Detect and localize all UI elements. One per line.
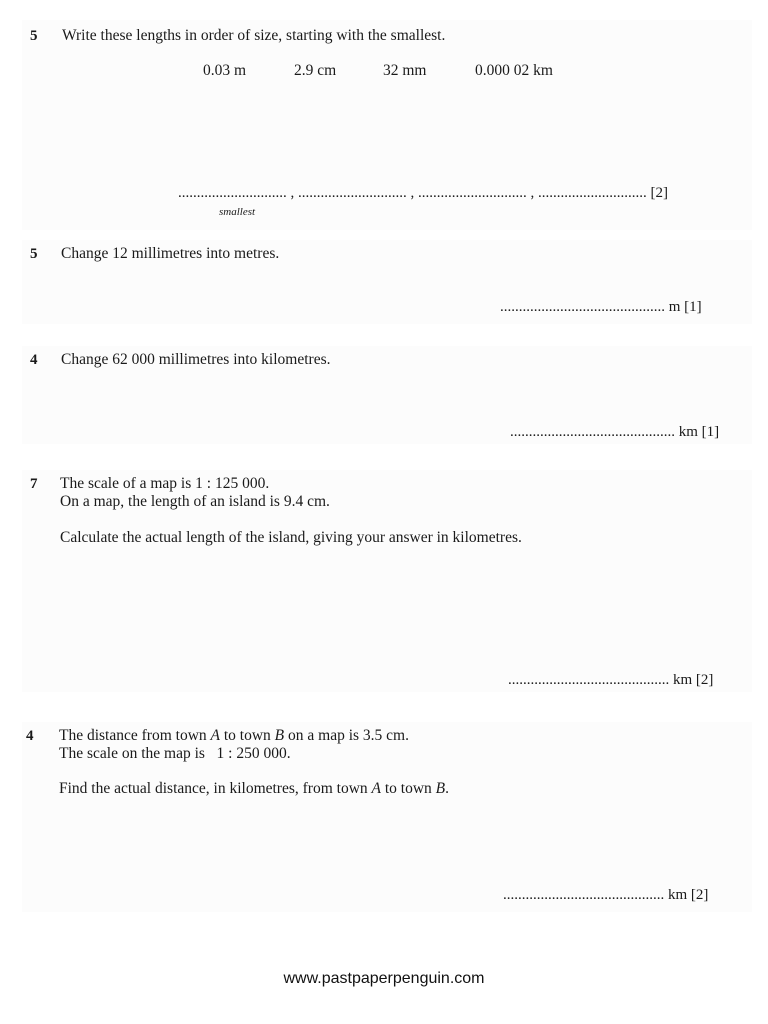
footer-url[interactable]: www.pastpaperpenguin.com bbox=[283, 970, 485, 987]
question-number: 5 bbox=[30, 246, 38, 262]
length-value: 32 mm bbox=[383, 62, 427, 79]
question-text: Change 12 millimetres into metres. bbox=[61, 245, 280, 262]
question-text-part: Find the actual distance, in kilometres, from town A to town B. bbox=[59, 780, 450, 797]
question-text: On a map, the length of an island is 9.4 cm. bbox=[60, 493, 330, 510]
answer-line: ............................. , ............................. , ............................. , ............................. [2] bbox=[178, 185, 668, 201]
answer-line: ............................................ km [1] bbox=[510, 424, 720, 440]
question-number: 7 bbox=[30, 476, 38, 492]
question-text bbox=[59, 780, 449, 798]
answer-line: ........................................... km [2] bbox=[508, 672, 714, 688]
question-text: The scale of a map is 1 : 125 000. bbox=[60, 475, 270, 492]
question-text-part: The distance from town A to town B on a map is 3.5 cm. bbox=[59, 727, 409, 744]
question-number: 4 bbox=[26, 728, 34, 744]
question-number: 5 bbox=[30, 28, 38, 44]
answer-line: ........................................... km [2] bbox=[503, 887, 709, 903]
question-number: 4 bbox=[30, 352, 38, 368]
length-value: 2.9 cm bbox=[294, 62, 337, 79]
answer-note: smallest bbox=[219, 206, 256, 218]
question-text: The scale on the map is 1 : 250 000. bbox=[59, 745, 291, 762]
answer-line: ............................................ m [1] bbox=[500, 299, 702, 315]
length-value: 0.03 m bbox=[203, 62, 247, 79]
question-text bbox=[59, 727, 409, 745]
question-text: Write these lengths in order of size, starting with the smallest. bbox=[62, 27, 446, 44]
question-text: Change 62 000 millimetres into kilometres. bbox=[61, 351, 331, 368]
length-value: 0.000 02 km bbox=[475, 62, 553, 79]
question-text: Calculate the actual length of the island, giving your answer in kilometres. bbox=[60, 529, 522, 546]
